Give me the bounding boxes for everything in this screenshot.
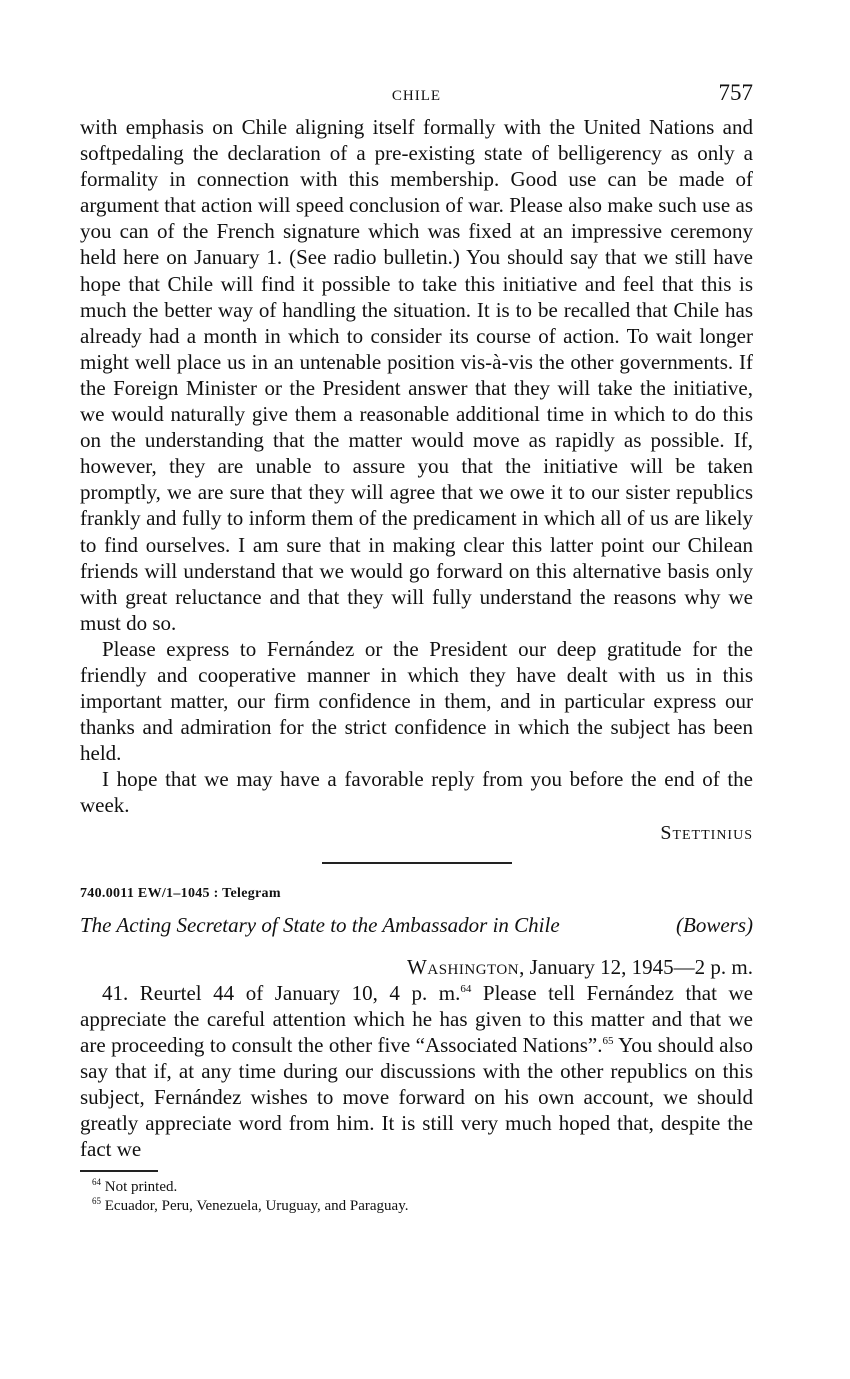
- document-page: [80, 78, 753, 1216]
- heading-recipient: (Bowers): [676, 912, 753, 937]
- footnote-divider: [80, 1170, 158, 1172]
- footnote-ref[interactable]: 64: [460, 982, 472, 995]
- body-paragraph: [80, 980, 753, 1163]
- paragraph-text: Please tell Fernández that we appreciate the careful attention which he has given to this matter and that we are proceeding to consult the other five “Associated Nations”.: [80, 980, 753, 1057]
- telegram-body: [80, 980, 753, 1163]
- dateline-place: Washington: [407, 954, 520, 979]
- paragraph-text: You should also say that if, at any time during our discussions with the other republics on this subject, Fernández wishes to move forward on his own account, we should greatly appreciate word from him. It is still very much hoped that, despite the fact we: [80, 1032, 754, 1162]
- footnote-number: 65: [92, 1196, 101, 1207]
- body-paragraph: I hope that we may have a favorable reply from you before the end of the week.: [80, 767, 753, 818]
- footnote-number: 64: [92, 1177, 101, 1188]
- footnote-text: Ecuador, Peru, Venezuela, Uruguay, and Paraguay.: [104, 1198, 409, 1215]
- footnote: [80, 1197, 753, 1216]
- section-divider: [322, 862, 512, 864]
- dateline-date: , January 12, 1945—2 p. m.: [519, 954, 753, 979]
- file-reference: 740.0011 EW/1–1045 : Telegram: [80, 885, 281, 901]
- body-paragraph: with emphasis on Chile aligning itself formally with the United Nations and softpedaling the declaration of a pre-existing state of belligerency as only a formality in connection with this membership. Good use can be made of argument that action will speed conclusion of war. Please also make such use as you can of the French signature which was fixed at an impressive ceremony held here on January 1. (See radio bulletin.) You should say that we still have hope that Chile will find it possible to take this initiative and feel that this is much the better way of handling the situation. It is to be recalled that Chile has already had a month in which to consider its course of action. To wait longer might well place us in an untenable position vis-à-vis the other governments. If the Foreign Minister or the President answer that they will take the initiative, we would naturally give them a reasonable additional time in which to do this on the understanding that the matter would move as rapidly as possible. If, however, they are unable to assure you that the initiative will be taken promptly, we are sure that they will agree that we owe it to our sister republics frankly and fully to inform them of the predicament in which all of us are likely to find ourselves. I am sure that in making clear this latter point our Chilean friends will understand that we would go forward on this alternative basis only with great reluctance and that they will fully understand the reasons why we must do so.: [80, 115, 753, 635]
- running-header: [80, 78, 753, 114]
- document-heading: [80, 912, 753, 938]
- running-title: CHILE: [391, 88, 442, 104]
- page-number: 757: [718, 80, 753, 105]
- footnote-text: Not printed.: [104, 1179, 178, 1196]
- heading-title: The Acting Secretary of State to the Ambassador in Chile: [80, 912, 560, 937]
- telegram-continuation: [80, 114, 753, 819]
- paragraph-text: 41. Reurtel 44 of January 10, 4 p. m.: [102, 980, 461, 1005]
- footnote: [80, 1178, 753, 1197]
- signature: Stettinius: [660, 821, 753, 844]
- dateline: [80, 954, 753, 980]
- footnote-ref[interactable]: 65: [602, 1034, 614, 1047]
- body-paragraph: Please express to Fernández or the President our deep gratitude for the friendly and cooperative manner in which they have dealt with us in this important matter, our firm confidence in them, and in particular express our thanks and admiration for the strict confidence in which the subject has been held.: [80, 636, 753, 766]
